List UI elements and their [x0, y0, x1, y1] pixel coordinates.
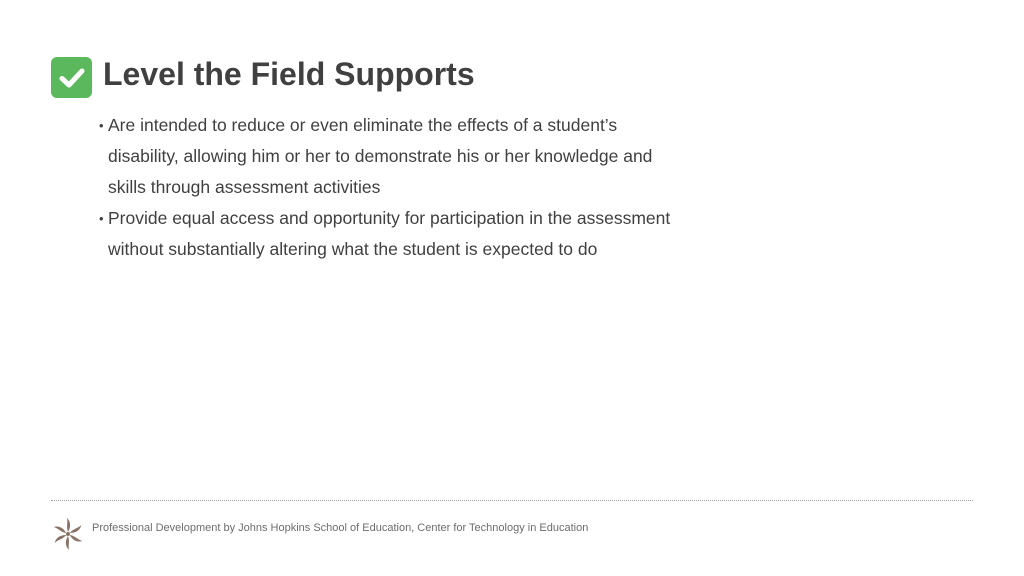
bullet-line: without substantially altering what the student is expected to do — [108, 239, 598, 259]
bullet-item — [99, 203, 719, 265]
footer-divider — [51, 500, 973, 501]
check-mark-glyph — [59, 67, 85, 89]
bullet-list — [99, 110, 719, 265]
bullet-line: skills through assessment activities — [108, 177, 381, 197]
bullet-line: disability, allowing him or her to demonstrate his or her knowledge and — [108, 146, 653, 166]
footer-credit: Professional Development by Johns Hopkins School of Education, Center for Technology in Education — [92, 522, 589, 534]
bullet-line: Provide equal access and opportunity for participation in the assessment — [108, 208, 671, 228]
bullet-marker: • — [99, 118, 104, 133]
check-icon — [51, 57, 92, 98]
pinwheel-logo-icon — [52, 517, 84, 551]
bullet-marker: • — [99, 211, 104, 226]
bullet-line: Are intended to reduce or even eliminate the effects of a student’s — [108, 115, 618, 135]
slide-title: Level the Field Supports — [103, 56, 475, 92]
bullet-item — [99, 110, 719, 203]
